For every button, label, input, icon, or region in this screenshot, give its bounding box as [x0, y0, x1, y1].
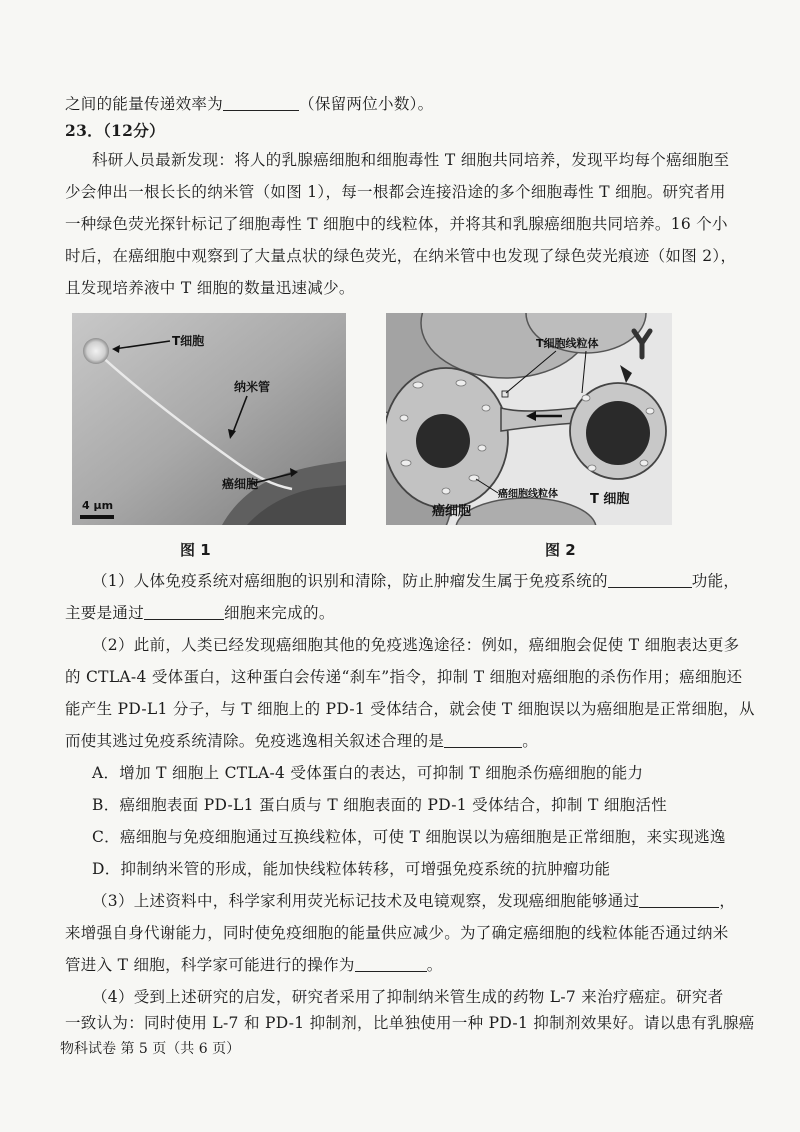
answer-blank[interactable] [355, 955, 427, 972]
fig1-label-t-cell: T细胞 [172, 334, 205, 348]
carryover-text-end: （保留两位小数）。 [299, 95, 434, 113]
answer-blank[interactable] [639, 891, 719, 908]
sub3-line3: 管进入 T 细胞，科学家可能进行的操作为 。 [65, 956, 443, 974]
fig2-label-cancer-mito: 癌细胞线粒体 [498, 489, 558, 500]
option-b[interactable]: B．癌细胞表面 PD-L1 蛋白质与 T 细胞表面的 PD-1 受体结合，抑制 T 细胞活性 [92, 796, 668, 814]
intro-line: 少会伸出一根长长的纳米管（如图 1），每一根都会连接沿途的多个细胞毒性 T 细胞。研究者用 [65, 183, 726, 201]
fig2-label-t-mito: T细胞线粒体 [536, 337, 599, 350]
sub2-line: （2）此前，人类已经发现癌细胞其他的免疫逃逸途径：例如，癌细胞会促使 T 细胞表达更多 [92, 636, 740, 654]
sub1-line2: 主要是通过 细胞来完成的。 [65, 604, 335, 622]
sub4-line: 一致认为：同时使用 L-7 和 PD-1 抑制剂，比单独使用一种 PD-1 抑制剂效果好。请以患有乳腺癌 [65, 1014, 755, 1032]
scale-bar [80, 515, 114, 519]
sub2-line: 的 CTLA-4 受体蛋白，这种蛋白会传递“刹车”指令，抑制 T 细胞对癌细胞的杀伤作用；癌细胞还 [65, 668, 743, 686]
figure-2-caption: 图 2 [545, 541, 576, 559]
fig1-label-nanotube: 纳米管 [234, 380, 271, 394]
t-cell-shape [83, 338, 109, 364]
fig2-label-t-cell: T 细胞 [590, 492, 630, 507]
sub1-line1: （1）人体免疫系统对癌细胞的识别和清除，防止肿瘤发生属于免疫系统的 功能， [92, 572, 740, 590]
sub4-line: （4）受到上述研究的启发，研究者采用了抑制纳米管生成的药物 L-7 来治疗癌症。研究者 [92, 988, 724, 1006]
answer-blank[interactable] [444, 731, 522, 748]
sub3-line1: （3）上述资料中，科学家利用荧光标记技术及电镜观察，发现癌细胞能够通过 ， [92, 892, 736, 910]
fig1-label-cancer-cell: 癌细胞 [222, 477, 259, 491]
intro-line: 时后，在癌细胞中观察到了大量点状的绿色荧光，在纳米管中也发现了绿色荧光痕迹（如图 2）， [65, 247, 737, 265]
option-d[interactable]: D．抑制纳米管的形成，能加快线粒体转移，可增强免疫系统的抗肿瘤功能 [92, 860, 611, 878]
option-c[interactable]: C．癌细胞与免疫细胞通过互换线粒体，可使 T 细胞误以为癌细胞是正常细胞，来实现逃逸 [92, 828, 726, 846]
option-a[interactable]: A．增加 T 细胞上 CTLA-4 受体蛋白的表达，可抑制 T 细胞杀伤癌细胞的能力 [92, 764, 644, 782]
intro-line: 科研人员最新发现：将人的乳腺癌细胞和细胞毒性 T 细胞共同培养，发现平均每个癌细胞至 [92, 151, 730, 169]
sub2-last-line: 而使其逃过免疫系统清除。免疫逃逸相关叙述合理的是 。 [65, 732, 539, 750]
cancer-cell-nucleus [416, 414, 470, 468]
sub2-line: 能产生 PD-L1 分子，与 T 细胞上的 PD-1 受体结合，就会使 T 细胞误以为癌细胞是正常细胞，从 [65, 700, 755, 718]
answer-blank[interactable] [608, 571, 692, 588]
figure-1-micrograph [72, 313, 346, 525]
t-cell-nucleus [586, 401, 650, 465]
fig1-scale-label: 4 μm [82, 499, 114, 512]
carryover-text: 之间的能量传递效率为 [65, 95, 224, 113]
intro-line: 一种绿色荧光探针标记了细胞毒性 T 细胞中的线粒体，并将其和乳腺癌细胞共同培养。16 个小 [65, 215, 728, 233]
carryover-line [65, 93, 745, 115]
answer-blank[interactable] [223, 94, 299, 111]
figure-2-schematic [386, 313, 672, 525]
page-footer: 物科试卷 第 5 页（共 6 页） [60, 1041, 241, 1057]
intro-line: 且发现培养液中 T 细胞的数量迅速减少。 [65, 279, 355, 297]
figure-1-caption: 图 1 [180, 541, 211, 559]
sub3-line2: 来增强自身代谢能力，同时使免疫细胞的能量供应减少。为了确定癌细胞的线粒体能否通过纳米 [65, 924, 729, 942]
answer-blank[interactable] [144, 603, 224, 620]
fig2-label-cancer-cell: 癌细胞 [432, 504, 472, 519]
question-number: 23．（12分） [65, 121, 165, 140]
